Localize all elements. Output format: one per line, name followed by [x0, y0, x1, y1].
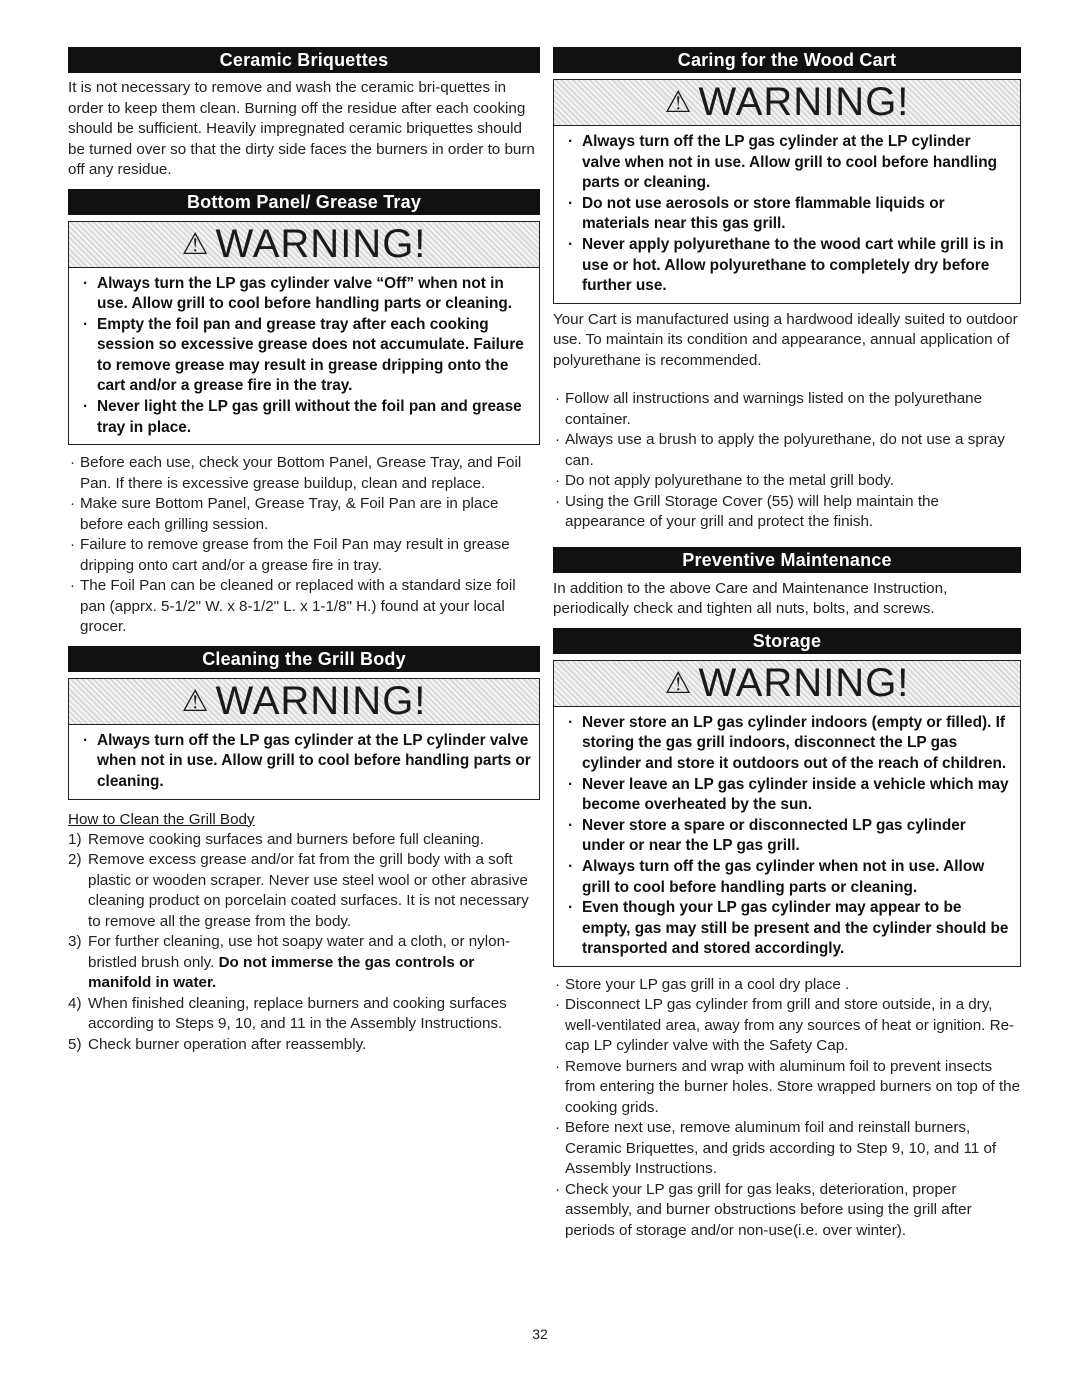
cleaning-steps — [68, 830, 540, 1056]
warning-item: · Always turn off the gas cylinder when not in use. Allow grill to cool before handling parts or cleaning. — [564, 857, 1012, 898]
list-item: · Before each use, check your Bottom Panel, Grease Tray, and Foil Pan. If there is excessive grease buildup, clean and replace. — [68, 453, 540, 494]
warning-item: · Always turn the LP gas cylinder valve “Off” when not in use. Allow grill to cool before handling parts or cleaning. — [79, 274, 531, 315]
storage-bullets — [553, 975, 1021, 1242]
grease-bullets — [68, 453, 540, 638]
warning-item: · Never store a spare or disconnected LP gas cylinder under or near the LP gas grill. — [564, 816, 1012, 857]
storage-header: Storage — [553, 628, 1021, 654]
warning-item: · Always turn off the LP gas cylinder at the LP cylinder valve when not in use. Allow grill to cool before handling parts or cleaning. — [564, 132, 1012, 194]
wood-cart-warning-box — [553, 79, 1021, 304]
ceramic-briquettes-text: It is not necessary to remove and wash the ceramic bri-quettes in order to keep them clean. Burning off the residue after each cooking should be sufficient. Heavily impregnated ceramic briquettes should be turned over so that the dirty side faces the burners in order to burn off any residue. — [68, 79, 535, 178]
grease-warning-box — [68, 221, 540, 446]
warning-item: · Always turn off the LP gas cylinder at the LP cylinder valve when not in use. Allow grill to cool before handling parts or cleaning. — [79, 731, 531, 793]
warning-banner: ⚠ WARNING! — [69, 679, 539, 725]
grease-warning-list — [69, 268, 539, 445]
preventive-maintenance-text: In addition to the above Care and Maintenance Instruction, periodically check and tighten all nuts, bolts, and screws. — [553, 579, 948, 618]
grill-body-header: Cleaning the Grill Body — [68, 646, 540, 672]
left-column — [68, 47, 540, 1055]
grill-body-warning-list — [69, 725, 539, 799]
grease-tray-header: Bottom Panel/ Grease Tray — [68, 189, 540, 215]
right-column — [553, 47, 1021, 1241]
warning-item: · Even though your LP gas cylinder may appear to be empty, gas may still be present and the cylinder should be transported and stored accordingly. — [564, 898, 1012, 960]
step-item: 3) For further cleaning, use hot soapy water and a cloth, or nylon-bristled brush only. Do not immerse the gas controls or manifold in water. — [68, 933, 511, 992]
warning-triangle-icon: ⚠ — [181, 227, 210, 261]
preventive-maintenance-header: Preventive Maintenance — [553, 547, 1021, 573]
list-item: · Check your LP gas grill for gas leaks, deterioration, proper assembly, and burner obstructions before using the grill after periods of storage and/or non-use(i.e. over winter). — [553, 1180, 1021, 1242]
warning-triangle-icon: ⚠ — [181, 684, 210, 718]
list-item: · Disconnect LP gas cylinder from grill and store outside, in a dry, well-ventilated area, away from any sources of heat or ignition. Re-cap LP cylinder valve with the Safety Cap. — [553, 995, 1021, 1057]
storage-warning-list — [554, 707, 1020, 966]
how-to-clean-title: How to Clean the Grill Body — [68, 810, 255, 828]
grill-body-warning-box — [68, 678, 540, 800]
warning-item: · Never leave an LP gas cylinder inside a vehicle which may become overheated by the sun. — [564, 775, 1012, 816]
warning-item: · Never apply polyurethane to the wood cart while grill is in use or hot. Allow polyurethane to completely dry before further use. — [564, 235, 1012, 297]
wood-cart-text: Your Cart is manufactured using a hardwood ideally suited to outdoor use. To maintain its condition and appearance, annual application of polyurethane is recommended. — [553, 310, 1018, 369]
list-item: · Always use a brush to apply the polyurethane, do not use a spray can. — [553, 430, 1021, 471]
list-item: · Failure to remove grease from the Foil Pan may result in grease dripping onto cart and/or a grease fire in tray. — [68, 535, 540, 576]
warning-triangle-icon: ⚠ — [664, 666, 693, 700]
wood-cart-header: Caring for the Wood Cart — [553, 47, 1021, 73]
wood-cart-warning-list — [554, 126, 1020, 303]
warning-item: · Do not use aerosols or store flammable liquids or materials near this gas grill. — [564, 194, 1012, 235]
warning-item: · Empty the foil pan and grease tray after each cooking session so excessive grease does not accumulate. Failure to remove grease may result in grease dripping onto the cart and/or a grease fire in the tray. — [79, 315, 531, 397]
list-item: · The Foil Pan can be cleaned or replaced with a standard size foil pan (apprx. 5-1/2" W. x 8-1/2" L. x 1-1/8" H.) found at your local grocer. — [68, 576, 540, 638]
warning-banner: ⚠ WARNING! — [69, 222, 539, 268]
warning-banner: ⚠ WARNING! — [554, 661, 1020, 707]
step-item: 4) When finished cleaning, replace burners and cooking surfaces according to Steps 9, 10, and 11 in the Assembly Instructions. — [68, 994, 507, 1033]
list-item: · Follow all instructions and warnings listed on the polyurethane container. — [553, 389, 1021, 430]
page-number: 32 — [532, 1326, 548, 1342]
wood-cart-bullets — [553, 389, 1021, 533]
ceramic-briquettes-header: Ceramic Briquettes — [68, 47, 540, 73]
list-item: · Do not apply polyurethane to the metal grill body. — [553, 471, 1021, 492]
list-item: · Using the Grill Storage Cover (55) will help maintain the appearance of your grill and protect the finish. — [553, 492, 1021, 533]
step-item: 1) Remove cooking surfaces and burners before full cleaning. — [68, 830, 484, 848]
warning-item: · Never light the LP gas grill without the foil pan and grease tray in place. — [79, 397, 531, 438]
warning-triangle-icon: ⚠ — [664, 86, 693, 119]
storage-warning-box — [553, 660, 1021, 967]
list-item: · Before next use, remove aluminum foil and reinstall burners, Ceramic Briquettes, and grids according to Step 9, 10, and 11 of Assembly Instructions. — [553, 1118, 1021, 1180]
list-item: · Remove burners and wrap with aluminum foil to prevent insects from entering the burner holes. Store wrapped burners on top of the cooking grids. — [553, 1057, 1021, 1119]
warning-item: · Never store an LP gas cylinder indoors (empty or filled). If storing the gas grill indoors, disconnect the LP gas cylinder and store it outdoors out of the reach of children. — [564, 713, 1012, 775]
step-item: 2) Remove excess grease and/or fat from the grill body with a soft plastic or wooden scraper. Never use steel wool or other abrasive cleaning product on porcelain coated surfaces. It is not necessary to remove all the grease from the body. — [68, 851, 529, 930]
warning-banner: ⚠ WARNING! — [554, 80, 1020, 126]
list-item: · Make sure Bottom Panel, Grease Tray, & Foil Pan are in place before each grilling session. — [68, 494, 540, 535]
step-item: 5) Check burner operation after reassembly. — [68, 1035, 367, 1053]
list-item: · Store your LP gas grill in a cool dry place . — [553, 975, 1021, 996]
